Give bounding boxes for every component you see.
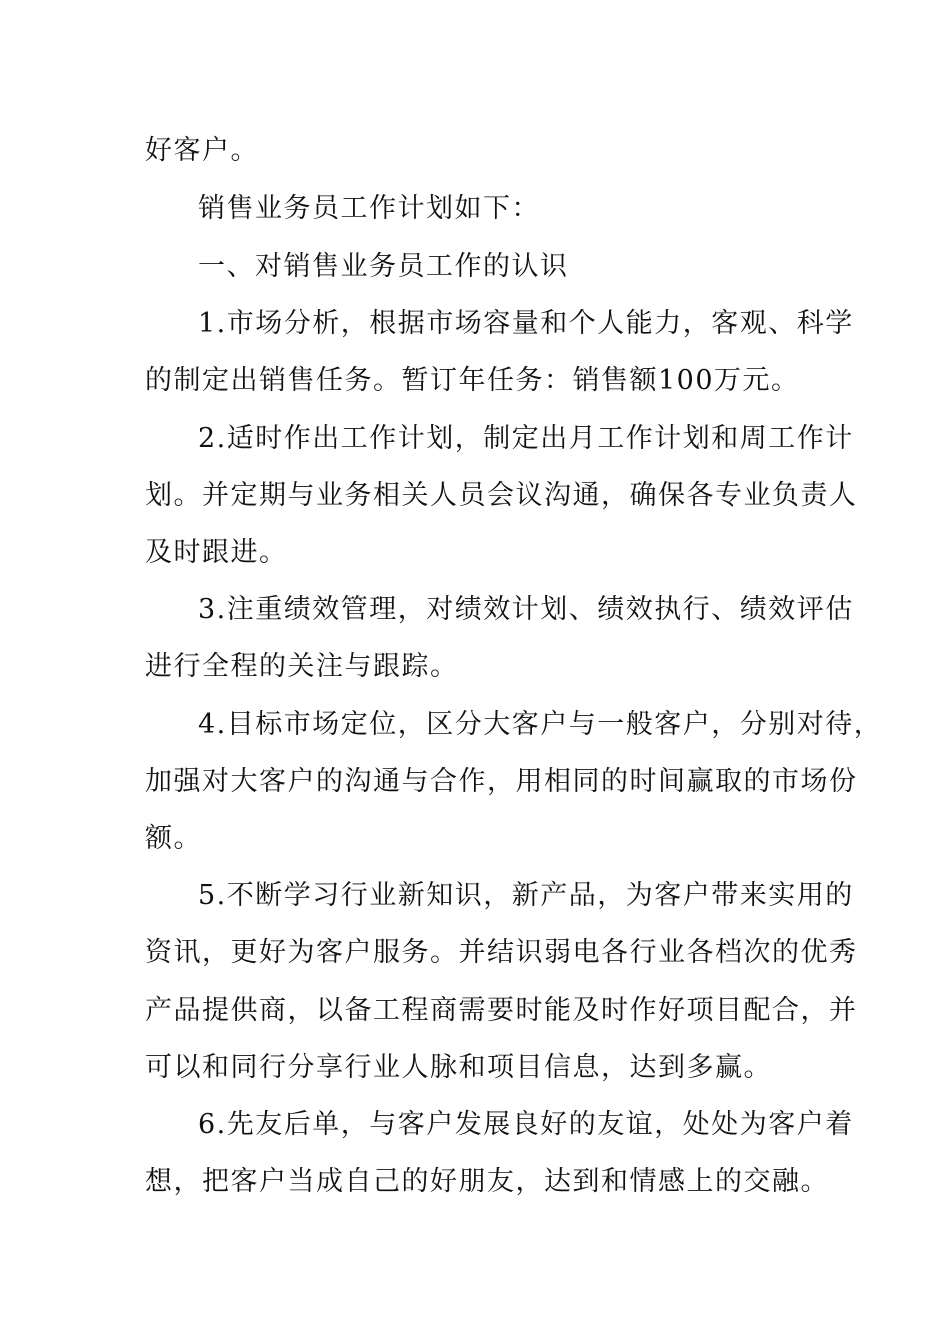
text-line: 产品提供商，以备工程商需要时能及时作好项目配合，并	[145, 995, 858, 1026]
text-line: 的制定出销售任务。暂订年任务：销售额100万元。	[145, 365, 800, 396]
text-line: 2.适时作出工作计划，制定出月工作计划和周工作计	[198, 423, 854, 454]
text-line: 6.先友后单，与客户发展良好的友谊，处处为客户着	[198, 1109, 854, 1140]
text-line: 想，把客户当成自己的好朋友，达到和情感上的交融。	[145, 1166, 829, 1197]
text-line: 划。并定期与业务相关人员会议沟通，确保各专业负责人	[145, 480, 858, 511]
text-line: 可以和同行分享行业人脉和项目信息，达到多赢。	[145, 1052, 772, 1083]
text-line: 3.注重绩效管理，对绩效计划、绩效执行、绩效评估	[198, 594, 854, 625]
text-line: 进行全程的关注与跟踪。	[145, 651, 459, 682]
text-line: 销售业务员工作计划如下：	[198, 193, 540, 224]
text-line: 资讯，更好为客户服务。并结识弱电各行业各档次的优秀	[145, 937, 858, 968]
text-line: 5.不断学习行业新知识，新产品，为客户带来实用的	[198, 880, 854, 911]
text-line: 1.市场分析，根据市场容量和个人能力，客观、科学	[198, 308, 854, 339]
text-line: 加强对大客户的沟通与合作，用相同的时间赢取的市场份	[145, 766, 858, 797]
section-heading: 一、对销售业务员工作的认识	[198, 251, 569, 282]
text-line: 额。	[145, 823, 202, 854]
text-line: 及时跟进。	[145, 537, 288, 568]
text-line: 好客户。	[145, 135, 259, 166]
text-line: 4.目标市场定位，区分大客户与一般客户，分别对待，	[198, 709, 883, 740]
